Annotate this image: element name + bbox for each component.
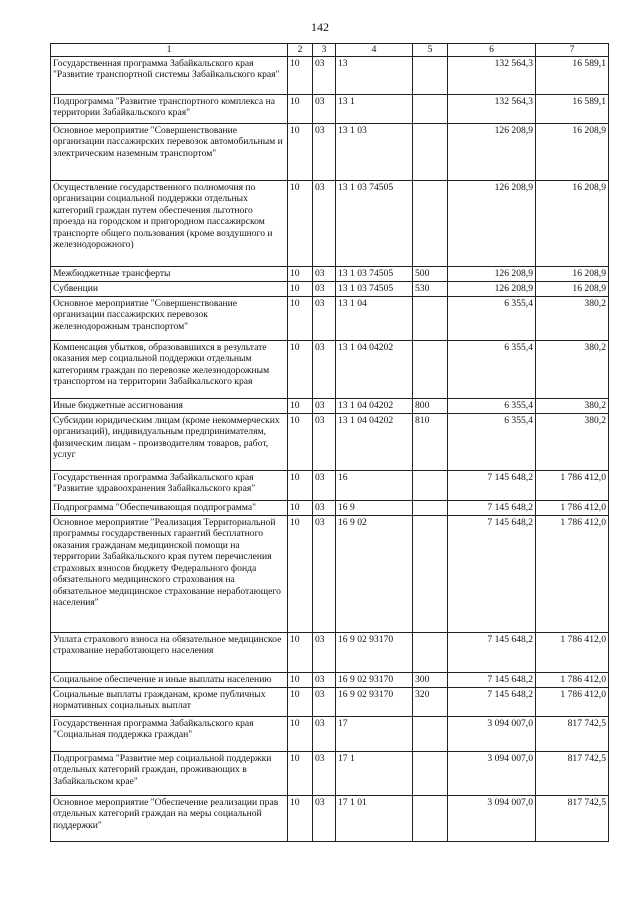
row-name: Государственная программа Забайкальского края "Развитие здравоохранения Забайкальского края" xyxy=(51,470,288,500)
row-expense-type xyxy=(413,795,448,841)
row-expense-type: 810 xyxy=(413,413,448,470)
row-amount-2: 380,2 xyxy=(536,413,609,470)
row-name: Подпрограмма "Развитие мер социальной поддержки отдельных категорий граждан, проживающих в Забайкальском крае" xyxy=(51,751,288,795)
row-amount-2: 1 786 412,0 xyxy=(536,632,609,672)
row-expense-type xyxy=(413,296,448,340)
row-target-code: 17 1 01 xyxy=(336,795,413,841)
row-amount-1: 7 145 648,2 xyxy=(448,515,536,632)
row-amount-2: 380,2 xyxy=(536,340,609,398)
row-amount-1: 7 145 648,2 xyxy=(448,672,536,687)
row-subsection: 03 xyxy=(313,751,336,795)
row-name: Социальное обеспечение и иные выплаты населению xyxy=(51,672,288,687)
row-target-code: 13 1 04 xyxy=(336,296,413,340)
row-amount-1: 7 145 648,2 xyxy=(448,500,536,515)
row-expense-type: 300 xyxy=(413,672,448,687)
row-section: 10 xyxy=(288,672,313,687)
row-amount-1: 126 208,9 xyxy=(448,180,536,266)
row-name: Субвенции xyxy=(51,281,288,296)
row-name: Подпрограмма "Развитие транспортного комплекса на территории Забайкальского края" xyxy=(51,94,288,123)
row-expense-type xyxy=(413,500,448,515)
table-row xyxy=(51,56,609,94)
table-row xyxy=(51,500,609,515)
row-section: 10 xyxy=(288,515,313,632)
row-expense-type xyxy=(413,515,448,632)
row-subsection: 03 xyxy=(313,470,336,500)
row-section: 10 xyxy=(288,296,313,340)
row-section: 10 xyxy=(288,398,313,413)
row-expense-type: 530 xyxy=(413,281,448,296)
row-expense-type: 320 xyxy=(413,687,448,716)
row-amount-1: 3 094 007,0 xyxy=(448,751,536,795)
column-header: 4 xyxy=(336,44,413,57)
row-subsection: 03 xyxy=(313,632,336,672)
row-section: 10 xyxy=(288,413,313,470)
row-amount-1: 6 355,4 xyxy=(448,398,536,413)
row-subsection: 03 xyxy=(313,340,336,398)
row-target-code: 16 9 xyxy=(336,500,413,515)
column-header: 7 xyxy=(536,44,609,57)
row-name: Компенсация убытков, образовавшихся в результате оказания мер социальной поддержки отдельным категориям граждан по перевозке железнодорожным транспортом на территории Забайкальского края xyxy=(51,340,288,398)
table-row xyxy=(51,632,609,672)
row-amount-2: 1 786 412,0 xyxy=(536,672,609,687)
row-amount-1: 7 145 648,2 xyxy=(448,632,536,672)
row-name: Межбюджетные трансферты xyxy=(51,266,288,281)
row-subsection: 03 xyxy=(313,398,336,413)
row-target-code: 13 1 04 04202 xyxy=(336,413,413,470)
row-amount-2: 16 208,9 xyxy=(536,123,609,180)
row-target-code: 13 1 04 04202 xyxy=(336,340,413,398)
row-section: 10 xyxy=(288,716,313,751)
table-row xyxy=(51,123,609,180)
row-target-code: 13 xyxy=(336,56,413,94)
row-target-code: 17 1 xyxy=(336,751,413,795)
budget-table xyxy=(50,43,609,842)
row-amount-2: 380,2 xyxy=(536,296,609,340)
row-subsection: 03 xyxy=(313,123,336,180)
row-target-code: 16 9 02 93170 xyxy=(336,687,413,716)
table-row xyxy=(51,180,609,266)
row-amount-2: 16 208,9 xyxy=(536,180,609,266)
row-name: Иные бюджетные ассигнования xyxy=(51,398,288,413)
row-amount-2: 16 208,9 xyxy=(536,281,609,296)
row-expense-type xyxy=(413,94,448,123)
row-target-code: 16 9 02 xyxy=(336,515,413,632)
row-amount-2: 817 742,5 xyxy=(536,716,609,751)
row-amount-1: 6 355,4 xyxy=(448,340,536,398)
column-header: 6 xyxy=(448,44,536,57)
row-name: Государственная программа Забайкальского края "Развитие транспортной системы Забайкальского края" xyxy=(51,56,288,94)
row-amount-2: 1 786 412,0 xyxy=(536,515,609,632)
row-target-code: 13 1 03 74505 xyxy=(336,180,413,266)
page-number: 142 xyxy=(311,20,329,34)
table-row xyxy=(51,751,609,795)
row-expense-type xyxy=(413,340,448,398)
row-amount-1: 126 208,9 xyxy=(448,123,536,180)
row-expense-type xyxy=(413,180,448,266)
table-row xyxy=(51,687,609,716)
row-amount-1: 6 355,4 xyxy=(448,296,536,340)
row-amount-1: 132 564,3 xyxy=(448,94,536,123)
row-section: 10 xyxy=(288,687,313,716)
column-header: 5 xyxy=(413,44,448,57)
row-amount-1: 126 208,9 xyxy=(448,281,536,296)
row-amount-1: 6 355,4 xyxy=(448,413,536,470)
row-target-code: 16 9 02 93170 xyxy=(336,672,413,687)
table-row xyxy=(51,398,609,413)
row-target-code: 17 xyxy=(336,716,413,751)
row-target-code: 13 1 03 74505 xyxy=(336,266,413,281)
row-subsection: 03 xyxy=(313,266,336,281)
row-subsection: 03 xyxy=(313,94,336,123)
row-subsection: 03 xyxy=(313,795,336,841)
table-row xyxy=(51,795,609,841)
row-expense-type xyxy=(413,751,448,795)
row-amount-2: 1 786 412,0 xyxy=(536,687,609,716)
table-row xyxy=(51,281,609,296)
table-row xyxy=(51,716,609,751)
table-row xyxy=(51,413,609,470)
row-amount-2: 380,2 xyxy=(536,398,609,413)
row-subsection: 03 xyxy=(313,687,336,716)
row-section: 10 xyxy=(288,500,313,515)
row-section: 10 xyxy=(288,56,313,94)
row-name: Основное мероприятие "Реализация Территориальной программы государственных гарантий бесплатного оказания гражданам медицинской помощи на территории Забайкальского края путем перечисления страховых взносов бюджету Федерального фонда обязательного медицинского страхования на обязательное медицинское страхование неработающего населения" xyxy=(51,515,288,632)
row-amount-1: 132 564,3 xyxy=(448,56,536,94)
row-expense-type: 800 xyxy=(413,398,448,413)
row-expense-type xyxy=(413,470,448,500)
row-amount-2: 16 208,9 xyxy=(536,266,609,281)
row-expense-type xyxy=(413,716,448,751)
row-subsection: 03 xyxy=(313,180,336,266)
row-amount-2: 1 786 412,0 xyxy=(536,470,609,500)
row-name: Основное мероприятие "Обеспечение реализации прав отдельных категорий граждан на меры социальной поддержки" xyxy=(51,795,288,841)
row-section: 10 xyxy=(288,340,313,398)
row-name: Осуществление государственного полномочия по организации социальной поддержки отдельных категорий граждан путем обеспечения льготного проезда на городском и пригородном пассажирском транспорте общего пользования (кроме воздушного и железнодорожного) xyxy=(51,180,288,266)
row-target-code: 13 1 03 74505 xyxy=(336,281,413,296)
table-header-row xyxy=(51,44,609,57)
table-row xyxy=(51,94,609,123)
row-section: 10 xyxy=(288,180,313,266)
row-expense-type xyxy=(413,123,448,180)
row-subsection: 03 xyxy=(313,716,336,751)
row-name: Уплата страхового взноса на обязательное медицинское страхование неработающего населения xyxy=(51,632,288,672)
row-amount-2: 16 589,1 xyxy=(536,56,609,94)
row-amount-1: 7 145 648,2 xyxy=(448,470,536,500)
row-section: 10 xyxy=(288,281,313,296)
row-section: 10 xyxy=(288,123,313,180)
row-name: Субсидии юридическим лицам (кроме некоммерческих организаций), индивидуальным предпринимателям, физическим лицам - производителям товаров, работ, услуг xyxy=(51,413,288,470)
column-header: 2 xyxy=(288,44,313,57)
row-subsection: 03 xyxy=(313,296,336,340)
row-amount-2: 16 589,1 xyxy=(536,94,609,123)
row-expense-type: 500 xyxy=(413,266,448,281)
row-target-code: 13 1 xyxy=(336,94,413,123)
row-expense-type xyxy=(413,632,448,672)
row-amount-1: 3 094 007,0 xyxy=(448,795,536,841)
row-section: 10 xyxy=(288,795,313,841)
table-row xyxy=(51,266,609,281)
row-subsection: 03 xyxy=(313,413,336,470)
row-expense-type xyxy=(413,56,448,94)
row-subsection: 03 xyxy=(313,672,336,687)
table-row xyxy=(51,672,609,687)
row-amount-1: 7 145 648,2 xyxy=(448,687,536,716)
table-row xyxy=(51,470,609,500)
row-section: 10 xyxy=(288,751,313,795)
row-subsection: 03 xyxy=(313,281,336,296)
row-name: Основное мероприятие "Совершенствование организации пассажирских перевозок автомобильным и электрическим наземным транспортом" xyxy=(51,123,288,180)
row-section: 10 xyxy=(288,266,313,281)
table-row xyxy=(51,296,609,340)
row-subsection: 03 xyxy=(313,500,336,515)
row-subsection: 03 xyxy=(313,56,336,94)
row-name: Подпрограмма "Обеспечивающая подпрограмма" xyxy=(51,500,288,515)
row-amount-2: 1 786 412,0 xyxy=(536,500,609,515)
row-section: 10 xyxy=(288,94,313,123)
row-target-code: 16 xyxy=(336,470,413,500)
row-amount-2: 817 742,5 xyxy=(536,795,609,841)
row-target-code: 16 9 02 93170 xyxy=(336,632,413,672)
row-subsection: 03 xyxy=(313,515,336,632)
row-section: 10 xyxy=(288,632,313,672)
column-header: 3 xyxy=(313,44,336,57)
row-amount-2: 817 742,5 xyxy=(536,751,609,795)
row-amount-1: 3 094 007,0 xyxy=(448,716,536,751)
table-row xyxy=(51,340,609,398)
row-name: Социальные выплаты гражданам, кроме публичных нормативных социальных выплат xyxy=(51,687,288,716)
row-target-code: 13 1 03 xyxy=(336,123,413,180)
table-row xyxy=(51,515,609,632)
row-section: 10 xyxy=(288,470,313,500)
column-header: 1 xyxy=(51,44,288,57)
row-name: Основное мероприятие "Совершенствование организации пассажирских перевозок железнодорожным транспортом" xyxy=(51,296,288,340)
row-target-code: 13 1 04 04202 xyxy=(336,398,413,413)
row-amount-1: 126 208,9 xyxy=(448,266,536,281)
row-name: Государственная программа Забайкальского края "Социальная поддержка граждан" xyxy=(51,716,288,751)
